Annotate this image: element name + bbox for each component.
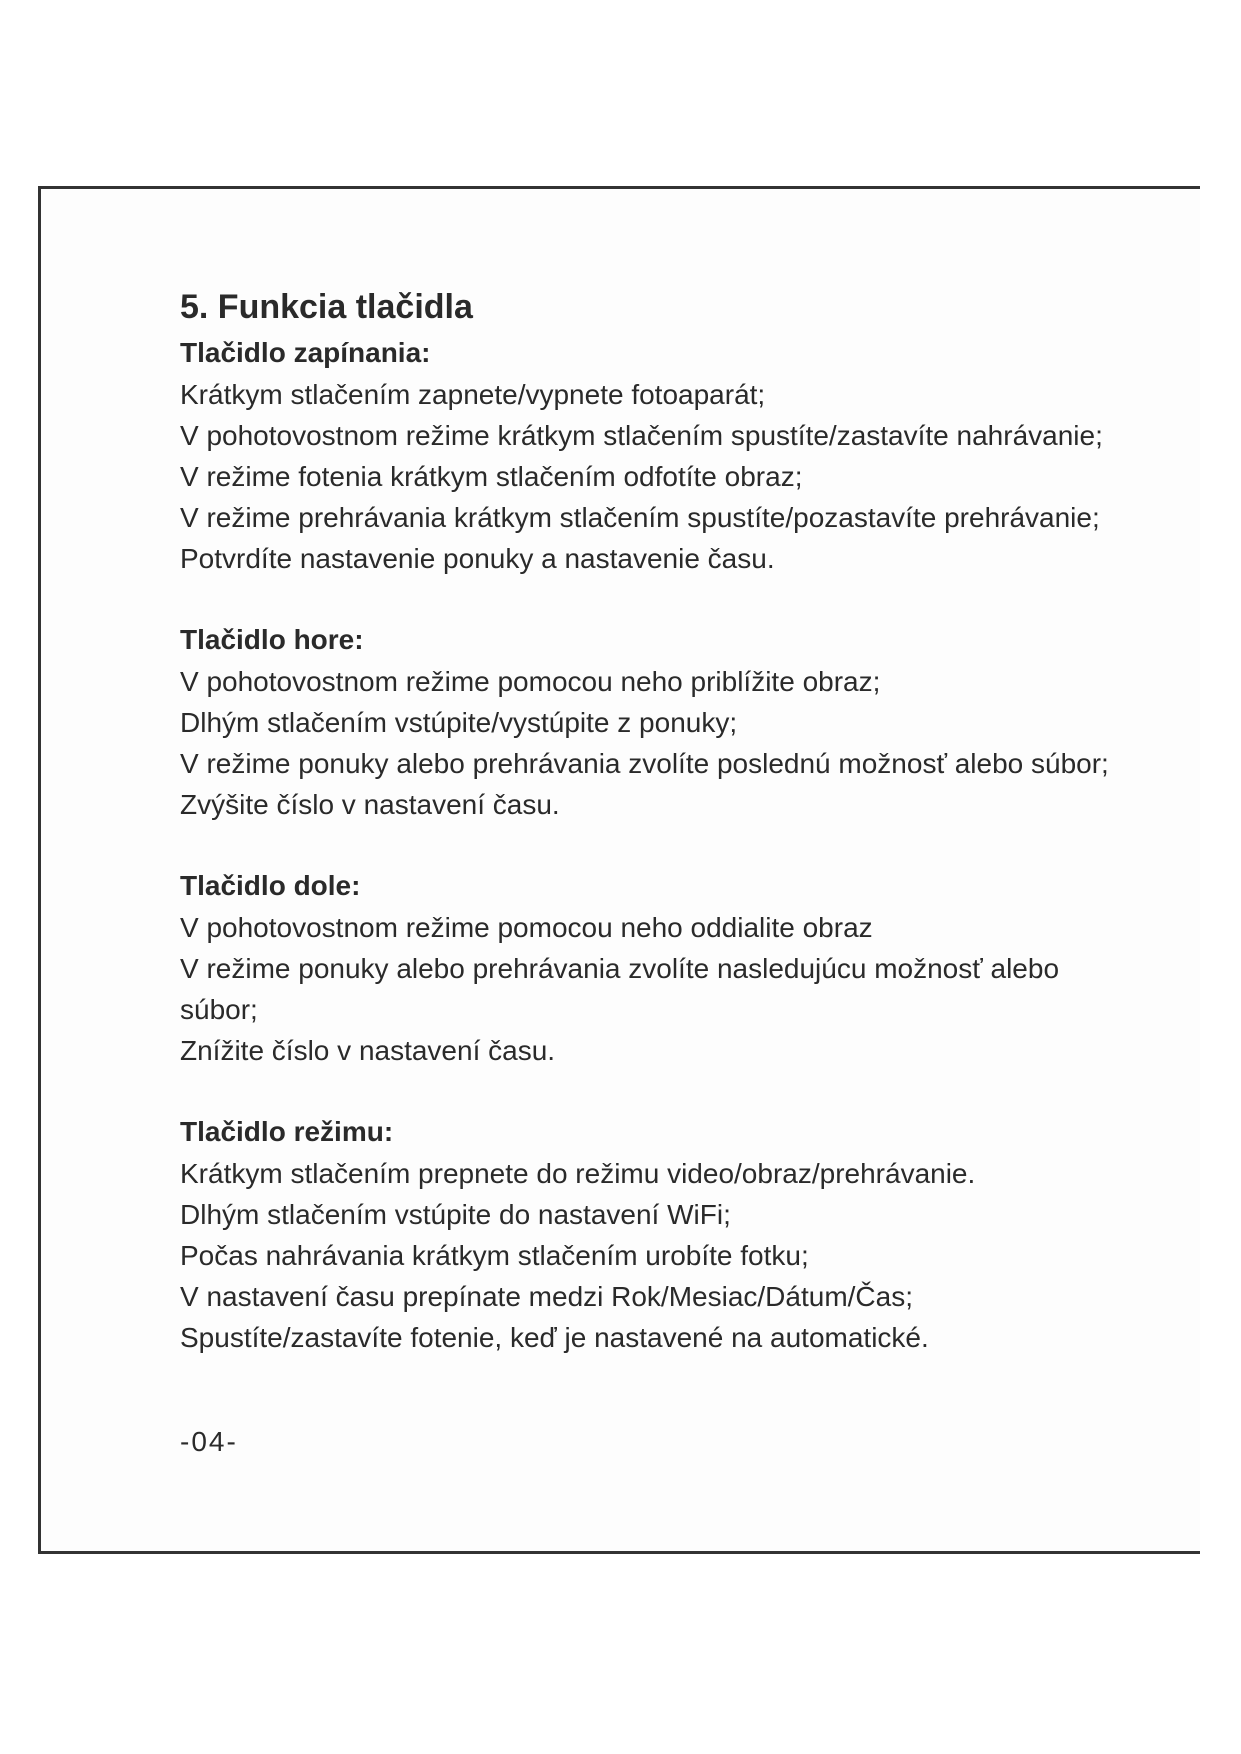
section-line: V režime ponuky alebo prehrávania zvolíte poslednú možnosť alebo súbor; [180, 748, 1109, 779]
section-line: Krátkym stlačením zapnete/vypnete fotoaparát; [180, 379, 766, 410]
section-down-button [180, 865, 1200, 1071]
section-line: súbor; [180, 994, 258, 1025]
document-content [180, 282, 1200, 1398]
section-line: V režime fotenia krátkym stlačením odfotíte obraz; [180, 461, 803, 492]
section-line: V nastavení času prepínate medzi Rok/Mesiac/Dátum/Čas; [180, 1281, 914, 1312]
page-title: 5. Funkcia tlačidla [180, 288, 473, 326]
section-line: V pohotovostnom režime krátkym stlačením spustíte/zastavíte nahrávanie; [180, 420, 1103, 451]
section-heading: Tlačidlo režimu: [180, 1116, 394, 1147]
section-heading: Tlačidlo hore: [180, 624, 364, 655]
section-line: V režime ponuky alebo prehrávania zvolíte nasledujúcu možnosť alebo [180, 953, 1060, 984]
section-line: Dlhým stlačením vstúpite/vystúpite z ponuky; [180, 707, 738, 738]
page-number: -04- [180, 1426, 238, 1457]
section-line: Počas nahrávania krátkym stlačením urobíte fotku; [180, 1240, 809, 1271]
section-line: V pohotovostnom režime pomocou neho oddialite obraz [180, 912, 873, 943]
section-line: Spustíte/zastavíte fotenie, keď je nastavené na automatické. [180, 1322, 929, 1353]
section-line: Potvrdíte nastavenie ponuky a nastavenie času. [180, 543, 775, 574]
section-line: Dlhým stlačením vstúpite do nastavení WiFi; [180, 1199, 731, 1230]
section-line: Zvýšite číslo v nastavení času. [180, 789, 560, 820]
section-up-button [180, 619, 1200, 825]
section-line: V pohotovostnom režime pomocou neho priblížite obraz; [180, 666, 881, 697]
section-line: Krátkym stlačením prepnete do režimu video/obraz/prehrávanie. [180, 1158, 976, 1189]
section-mode-button [180, 1111, 1200, 1358]
section-line: V režime prehrávania krátkym stlačením spustíte/pozastavíte prehrávanie; [180, 502, 1100, 533]
section-heading: Tlačidlo zapínania: [180, 337, 431, 368]
section-power-button [180, 332, 1200, 579]
section-line: Znížite číslo v nastavení času. [180, 1035, 556, 1066]
section-heading: Tlačidlo dole: [180, 870, 361, 901]
